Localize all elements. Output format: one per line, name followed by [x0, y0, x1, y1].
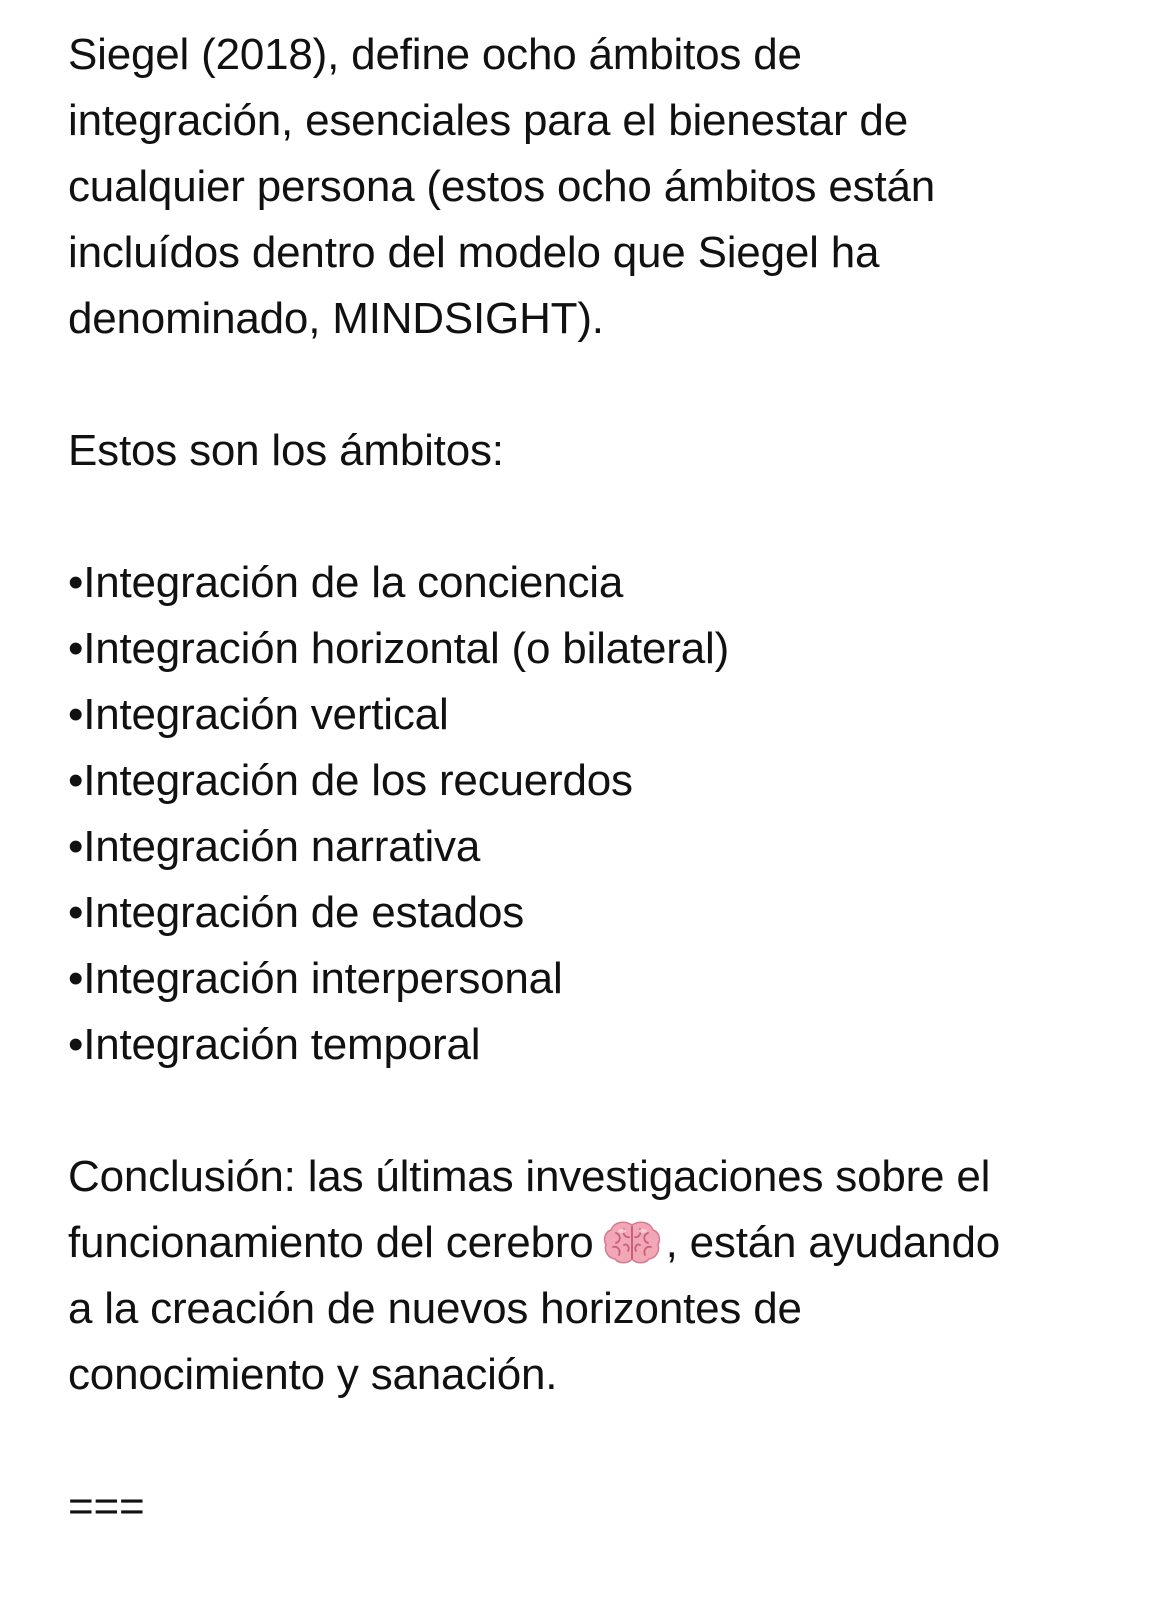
list-item-label: Integración interpersonal — [83, 954, 563, 1003]
spacer — [68, 484, 1128, 550]
conclusion-line: a la creación de nuevos horizontes de — [68, 1284, 802, 1333]
integration-list — [68, 550, 1128, 1078]
conclusion-text: , están ayudando — [665, 1218, 1000, 1267]
list-item-label: Integración horizontal (o bilateral) — [83, 624, 730, 673]
intro-line: integración, esenciales para el bienestar de — [68, 96, 908, 145]
list-item — [68, 550, 1128, 616]
intro-line: incluídos dentro del modelo que Siegel ha — [68, 228, 880, 277]
conclusion-line: conocimiento y sanación. — [68, 1350, 558, 1399]
bullet-icon: • — [68, 1020, 84, 1069]
spacer — [68, 1078, 1128, 1144]
bullet-icon: • — [68, 756, 84, 805]
intro-line: Siegel (2018), define ocho ámbitos de — [68, 30, 802, 79]
separator: === — [68, 1482, 145, 1531]
list-item-label: Integración temporal — [83, 1020, 481, 1069]
bullet-icon: • — [68, 558, 84, 607]
conclusion-text: funcionamiento del cerebro — [68, 1218, 594, 1267]
intro-line: cualquier persona (estos ocho ámbitos están — [68, 162, 936, 211]
list-item-label: Integración narrativa — [83, 822, 481, 871]
conclusion-line: Conclusión: las últimas investigaciones sobre el — [68, 1152, 991, 1201]
intro-line: denominado, MINDSIGHT). — [68, 294, 604, 343]
spacer — [68, 1408, 1128, 1474]
brain-icon — [602, 1219, 662, 1265]
bullet-icon: • — [68, 624, 84, 673]
list-item — [68, 880, 1128, 946]
list-item-label: Integración de los recuerdos — [83, 756, 633, 805]
bullet-icon: • — [68, 954, 84, 1003]
list-item-label: Integración de estados — [83, 888, 525, 937]
bullet-icon: • — [68, 690, 84, 739]
list-heading: Estos son los ámbitos: — [68, 426, 504, 475]
note-body — [68, 22, 1128, 1540]
list-item — [68, 1012, 1128, 1078]
bullet-icon: • — [68, 888, 84, 937]
spacer — [68, 352, 1128, 418]
list-item-label: Integración de la conciencia — [83, 558, 624, 607]
list-item-label: Integración vertical — [83, 690, 449, 739]
list-item — [68, 814, 1128, 880]
list-item — [68, 748, 1128, 814]
list-item — [68, 682, 1128, 748]
conclusion-line — [68, 1210, 1128, 1276]
list-item — [68, 946, 1128, 1012]
bullet-icon: • — [68, 822, 84, 871]
list-item — [68, 616, 1128, 682]
